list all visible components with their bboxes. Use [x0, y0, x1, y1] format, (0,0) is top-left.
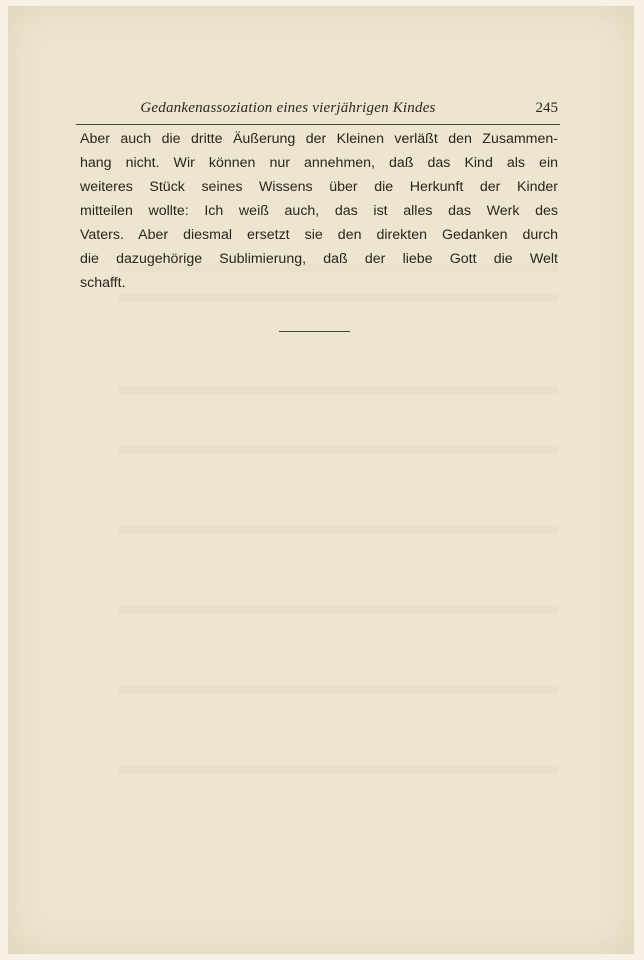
text-line: Vaters. Aber diesmal ersetzt sie den direkten Gedanken durch: [80, 227, 558, 243]
show-through-texture: [118, 766, 558, 774]
body-paragraph: [80, 127, 558, 295]
page-number: 245: [535, 100, 558, 116]
show-through-texture: [118, 606, 558, 614]
show-through-texture: [118, 386, 558, 394]
text-line: Aber auch die dritte Äußerung der Kleinen verläßt den Zusammen-: [80, 131, 558, 147]
show-through-texture: [118, 446, 558, 454]
running-title: Gedankenassoziation eines vierjährigen Kindes: [140, 100, 436, 116]
show-through-texture: [118, 686, 558, 694]
text-line: weiteres Stück seines Wissens über die Herkunft der Kinder: [80, 179, 558, 195]
text-line: die dazugehörige Sublimierung, daß der liebe Gott die Welt: [80, 251, 558, 267]
text-line: hang nicht. Wir können nur annehmen, daß das Kind als ein: [80, 155, 558, 171]
show-through-texture: [118, 526, 558, 534]
show-through-texture: [118, 294, 558, 302]
text-line: schafft.: [80, 275, 126, 291]
section-separator-rule: [279, 331, 350, 332]
text-line: mitteilen wollte: Ich weiß auch, das ist alles das Werk des: [80, 203, 558, 219]
running-header: [76, 96, 560, 125]
